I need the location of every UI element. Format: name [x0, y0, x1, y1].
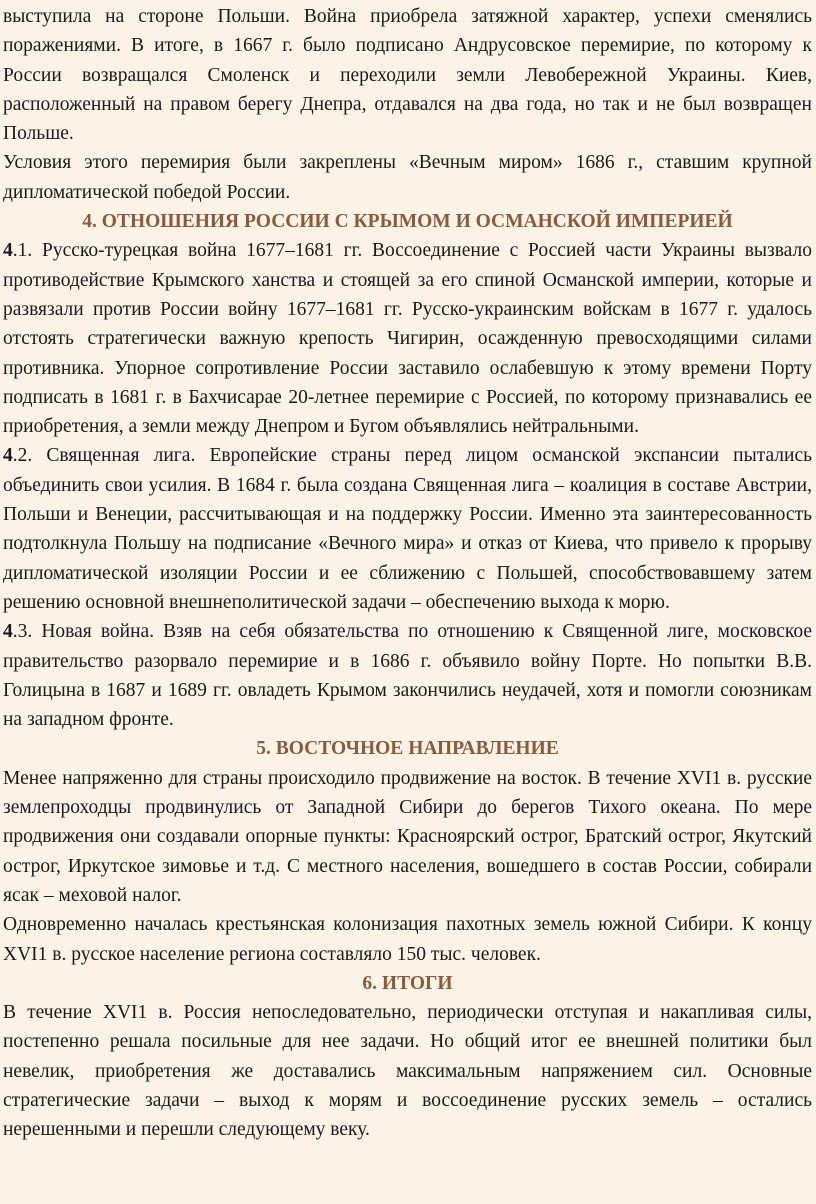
paragraph-intro-2: Условия этого перемирия были закреплены «Вечным миром» 1686 г., ставшим крупной дипломатической победой России.: [3, 152, 812, 203]
section-6-heading: 6. ИТОГИ: [362, 972, 453, 994]
section-5-paragraph-1: Менее напряженно для страны происходило продвижение на восток. В течение XVI1 в. русские землепроходцы продвинулись от Западной Сибири до берегов Тихого океана. По мере продвижения они создавали опорные пункты: Красноярский острог, Братский острог, Якутский острог, Иркутское зимовье и т.д. С местного населения, вошедшего в состав России, собирали ясак – меховой налог.: [3, 767, 812, 906]
item-number: 4: [3, 445, 13, 467]
section-6-paragraph-1: В течение XVI1 в. Россия непоследовательно, периодически отступая и накапливая силы, постепенно решала посильные для нее задачи. Но общий итог ее внешней политики был невелик, приобретения же доставались максимальным напряжением сил. Основные стратегические задачи – выход к морям и воссоединение русских земель – остались нерешенными и перешли следующему веку.: [3, 1002, 812, 1141]
section-4-item-2: [3, 441, 812, 617]
section-4-heading: 4. ОТНОШЕНИЯ РОССИИ С КРЫМОМ И ОСМАНСКОЙ ИМПЕРИЕЙ: [82, 211, 733, 233]
item-number: 4: [3, 621, 13, 643]
item-text: .1. Русско-турецкая война 1677–1681 гг. Воссоединение с Россией части Украины вызвало противодействие Крымского ханства и стоящей за его спиной Османской империи, которые и развязали против России войну 1677–1681 гг. Русско-украинским войскам в 1677 г. удалось отстоять стратегически важную крепость Чигирин, осажденную превосходящими силами противника. Упорное сопротивление России заставило ослабевшую к этому времени Порту подписать в 1681 г. в Бахчисарае 20-летнее перемирие с Россией, по которому признавались ее приобретения, а земли между Днепром и Бугом объявлялись нейтральными.: [3, 240, 812, 438]
section-4-item-1: [3, 236, 812, 441]
item-number: 4: [3, 240, 13, 262]
section-5-paragraph-2: Одновременно началась крестьянская колонизация пахотных земель южной Сибири. К концу XVI1 в. русское население региона составляло 150 тыс. человек.: [3, 914, 812, 965]
item-text: .3. Новая война. Взяв на себя обязательства по отношению к Священной лиге, московское правительство разорвало перемирие и в 1686 г. объявило войну Порте. Но попытки В.В. Голицына в 1687 и 1689 гг. овладеть Крымом закончились неудачей, хотя и помогли союзникам на западном фронте.: [3, 621, 812, 731]
item-text: .2. Священная лига. Европейские страны перед лицом османской экспансии пытались объединить свои усилия. В 1684 г. была создана Священная лига – коалиция в составе Австрии, Польши и Венеции, рассчитывающая и на поддержку России. Именно эта заинтересованность подтолкнула Польшу на подписание «Вечного мира» и отказ от Киева, что привело к прорыву дипломатической изоляции России и ее сближению с Польшей, способствовавшему затем решению основной внешнеполитической задачи – обеспечению выхода к морю.: [3, 445, 812, 613]
section-4-item-3: [3, 617, 812, 734]
section-5-heading: 5. ВОСТОЧНОЕ НАПРАВЛЕНИЕ: [256, 738, 559, 760]
paragraph-intro-1: выступила на стороне Польши. Война приобрела затяжной характер, успехи сменялись поражениями. В итоге, в 1667 г. было подписано Андрусовское перемирие, по которому к России возвращался Смоленск и переходили земли Левобережной Украины. Киев, расположенный на правом берегу Днепра, отдавался на два года, но так и не был возвращен Польше.: [3, 6, 812, 145]
